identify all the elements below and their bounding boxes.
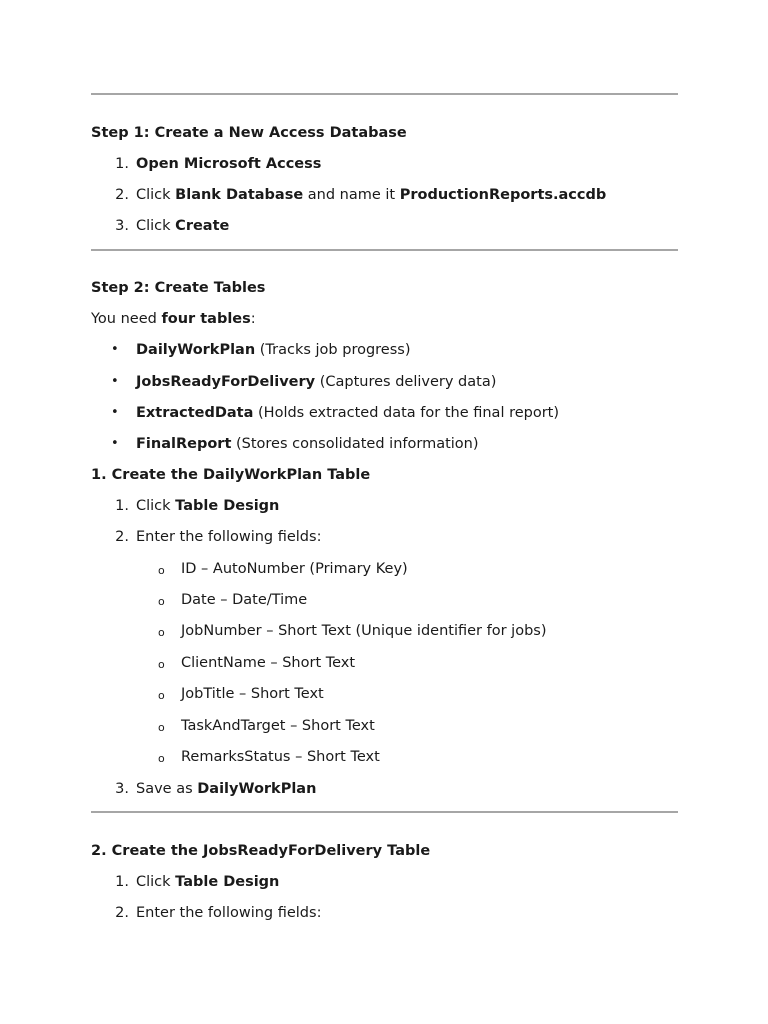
sub-bullet-icon: o — [158, 626, 165, 639]
table-name: JobsReadyForDelivery — [136, 374, 316, 390]
step2-intro-text: You need — [91, 311, 162, 327]
field-text: JobNumber – Short Text (Unique identifier for jobs) — [181, 623, 547, 639]
section1-item-3-text: Save as — [136, 781, 198, 797]
field-text: TaskAndTarget – Short Text — [181, 718, 375, 734]
step1-item-2-text: and name it — [303, 187, 400, 203]
bullet-icon: • — [111, 374, 119, 389]
table-name: DailyWorkPlan — [136, 342, 256, 358]
horizontal-rule — [91, 811, 678, 813]
table-name: ExtractedData — [136, 405, 254, 421]
section2-item-1-bold: Table Design — [175, 874, 280, 890]
field-text: Date – Date/Time — [181, 592, 308, 608]
list-number: 2. — [115, 529, 129, 545]
list-number: 2. — [115, 187, 129, 203]
step1-item-2-bold: Blank Database — [175, 187, 304, 203]
step2-heading: Step 2: Create Tables — [91, 280, 266, 296]
step1-item-3-text: Click — [136, 218, 176, 234]
field-text: JobTitle – Short Text — [181, 686, 324, 702]
table-desc: (Stores consolidated information) — [231, 436, 479, 452]
section1-item-3-bold: DailyWorkPlan — [197, 781, 317, 797]
list-number: 1. — [115, 156, 129, 172]
field-text: RemarksStatus – Short Text — [181, 749, 380, 765]
step2-intro-bold: four tables — [161, 311, 251, 327]
sub-bullet-icon: o — [158, 721, 165, 734]
section1-item-1-text: Click — [136, 498, 176, 514]
table-name: FinalReport — [136, 436, 232, 452]
horizontal-rule — [91, 249, 678, 251]
step1-item-1-text: Open Microsoft Access — [136, 156, 322, 172]
step2-intro — [91, 309, 256, 329]
bullet-icon: • — [111, 342, 119, 357]
step1-item-2-text: Click — [136, 187, 176, 203]
step1-item-2-filename: ProductionReports.accdb — [399, 187, 607, 203]
section1-item-2-text: Enter the following fields: — [136, 529, 322, 545]
sub-bullet-icon: o — [158, 689, 165, 702]
section2-item-1-text: Click — [136, 874, 176, 890]
bullet-icon: • — [111, 436, 119, 451]
section2-heading: 2. Create the JobsReadyForDelivery Table — [91, 843, 431, 859]
step1-item-3-bold: Create — [175, 218, 230, 234]
table-desc: (Holds extracted data for the final report) — [253, 405, 560, 421]
horizontal-rule — [91, 93, 678, 95]
list-number: 3. — [115, 781, 129, 797]
table-desc: (Captures delivery data) — [315, 374, 497, 390]
step2-intro-colon: : — [250, 311, 256, 327]
step1-heading: Step 1: Create a New Access Database — [91, 125, 407, 141]
list-number: 3. — [115, 218, 129, 234]
section1-item-1-bold: Table Design — [175, 498, 280, 514]
list-number: 1. — [115, 498, 129, 514]
list-number: 2. — [115, 905, 129, 921]
section1-heading: 1. Create the DailyWorkPlan Table — [91, 467, 371, 483]
sub-bullet-icon: o — [158, 752, 165, 765]
table-desc: (Tracks job progress) — [255, 342, 411, 358]
sub-bullet-icon: o — [158, 564, 165, 577]
section2-item-2-text: Enter the following fields: — [136, 905, 322, 921]
bullet-icon: • — [111, 405, 119, 420]
list-number: 1. — [115, 874, 129, 890]
field-text: ID – AutoNumber (Primary Key) — [181, 561, 408, 577]
sub-bullet-icon: o — [158, 658, 165, 671]
sub-bullet-icon: o — [158, 595, 165, 608]
field-text: ClientName – Short Text — [181, 655, 356, 671]
